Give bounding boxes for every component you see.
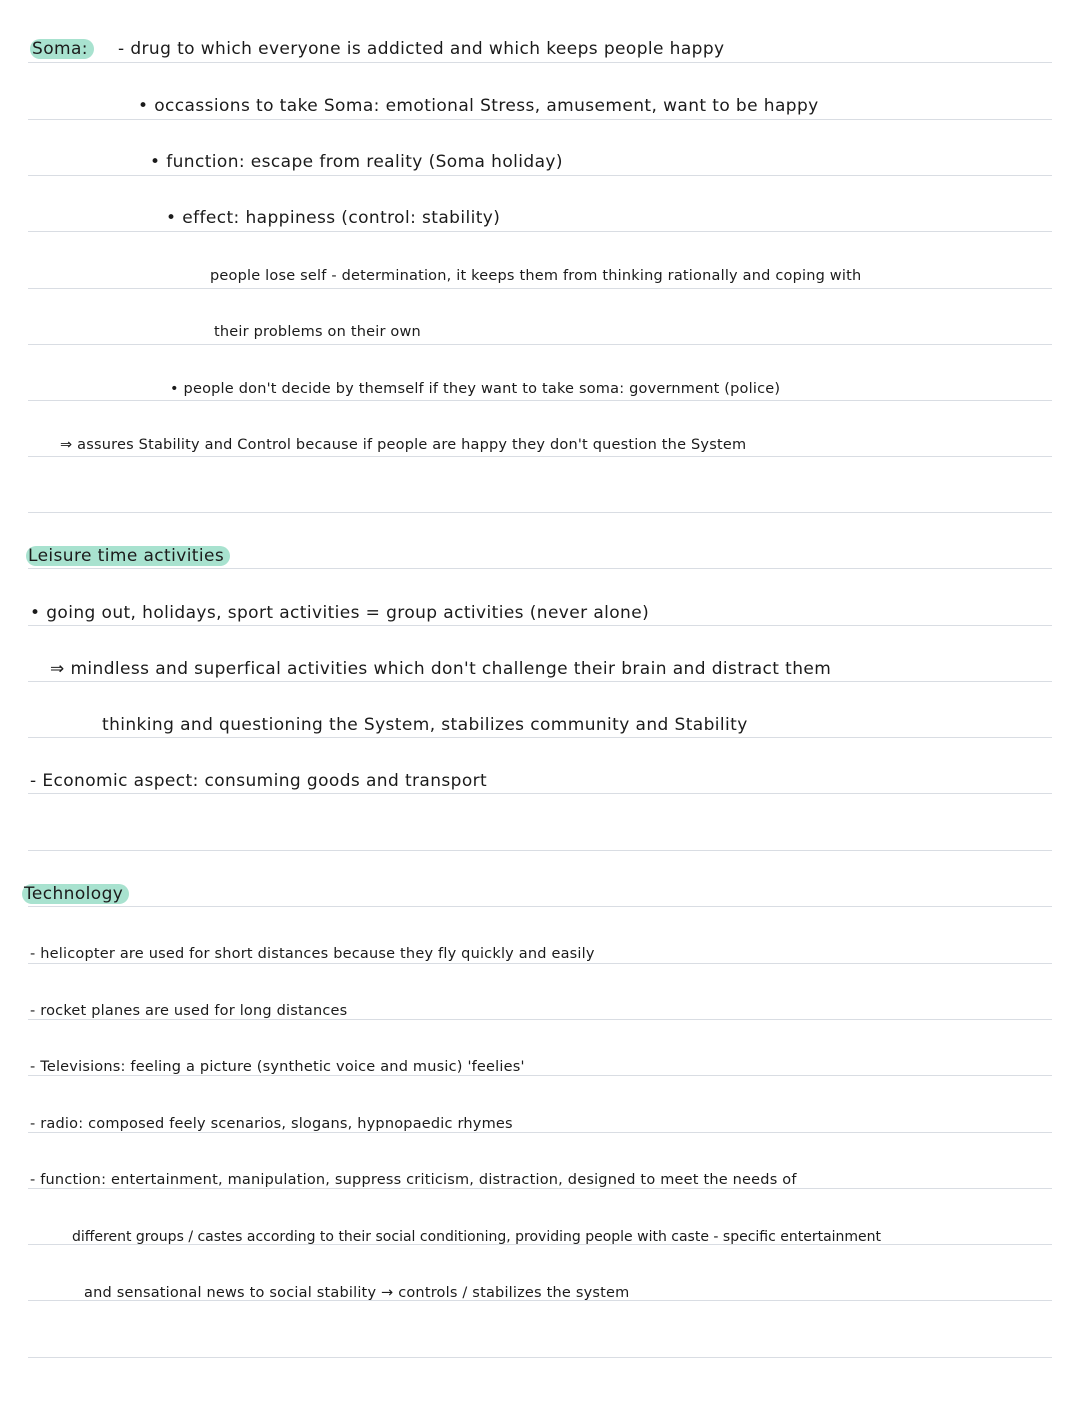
technology-line-7: and sensational news to social stability → controls / stabilizes the system <box>84 1285 630 1301</box>
soma-line-2: • occassions to take Soma: emotional Stress, amusement, want to be happy <box>138 96 819 116</box>
technology-heading <box>22 883 129 905</box>
ruled-line <box>28 793 1052 794</box>
soma-line-4: • effect: happiness (control: stability) <box>166 208 501 228</box>
ruled-line <box>28 344 1052 345</box>
leisure-line-4: - Economic aspect: consuming goods and transport <box>30 771 488 791</box>
ruled-line <box>28 62 1052 63</box>
ruled-line <box>28 681 1052 682</box>
leisure-line-1: • going out, holidays, sport activities = group activities (never alone) <box>30 603 650 623</box>
ruled-line <box>28 512 1052 513</box>
soma-line-5: people lose self - determination, it keeps them from thinking rationally and coping with <box>210 268 862 284</box>
soma-heading-text: Soma: <box>30 39 94 59</box>
ruled-line <box>28 175 1052 176</box>
ruled-line <box>28 400 1052 401</box>
soma-line-7: • people don't decide by themself if they want to take soma: government (police) <box>170 381 781 397</box>
ruled-line <box>28 119 1052 120</box>
leisure-heading <box>26 545 230 567</box>
technology-line-4: - radio: composed feely scenarios, slogans, hypnopaedic rhymes <box>30 1116 513 1132</box>
soma-line-3: • function: escape from reality (Soma holiday) <box>150 152 563 172</box>
soma-line-1: - drug to which everyone is addicted and which keeps people happy <box>118 39 725 59</box>
technology-line-5: - function: entertainment, manipulation, suppress criticism, distraction, designed to meet the needs of <box>30 1172 797 1188</box>
leisure-heading-text: Leisure time activities <box>26 546 230 566</box>
technology-line-1: - helicopter are used for short distances because they fly quickly and easily <box>30 946 595 962</box>
technology-line-2: - rocket planes are used for long distances <box>30 1003 348 1019</box>
soma-conclusion: ⇒ assures Stability and Control because if people are happy they don't question the System <box>60 437 747 453</box>
ruled-line <box>28 1357 1052 1358</box>
leisure-line-3: thinking and questioning the System, stabilizes community and Stability <box>102 715 748 735</box>
soma-heading <box>30 38 94 60</box>
ruled-line <box>28 906 1052 907</box>
ruled-line <box>28 850 1052 851</box>
technology-line-3: - Televisions: feeling a picture (synthetic voice and music) 'feelies' <box>30 1059 525 1075</box>
ruled-line <box>28 288 1052 289</box>
ruled-line <box>28 456 1052 457</box>
technology-line-6: different groups / castes according to their social conditioning, providing people with caste - specific entertainment <box>72 1229 882 1245</box>
leisure-line-2: ⇒ mindless and superfical activities which don't challenge their brain and distract them <box>50 659 832 679</box>
ruled-line <box>28 568 1052 569</box>
technology-heading-text: Technology <box>22 884 129 904</box>
ruled-line <box>28 737 1052 738</box>
ruled-line <box>28 231 1052 232</box>
soma-line-6: their problems on their own <box>214 324 421 340</box>
ruled-line <box>28 625 1052 626</box>
